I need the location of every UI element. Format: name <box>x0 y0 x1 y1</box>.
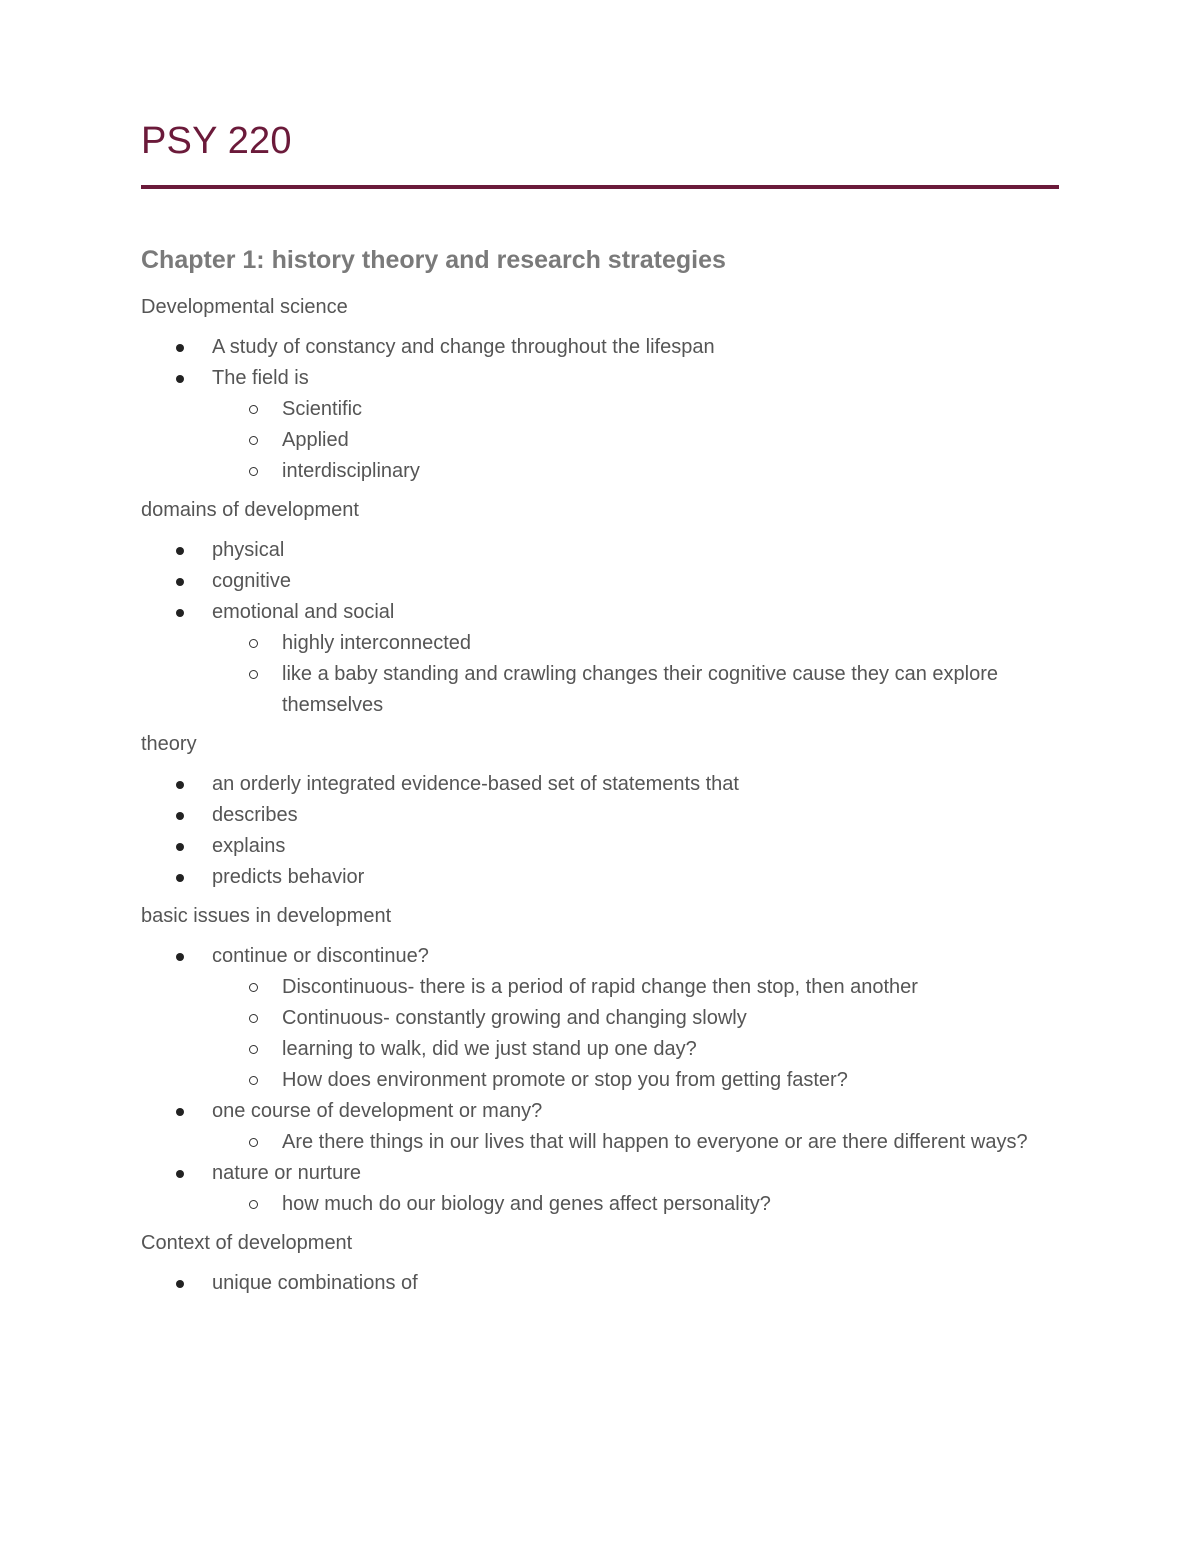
section-title: theory <box>141 733 197 755</box>
sub-list-item-text: like a baby standing and crawling changes their cognitive cause they can explore themselves <box>282 663 998 716</box>
sub-list-item <box>141 456 1059 487</box>
sub-list-item <box>141 659 1059 721</box>
sub-list-item <box>141 1065 1059 1096</box>
section-title: Context of development <box>141 1232 353 1254</box>
list-item <box>141 597 1059 721</box>
sub-list-item <box>141 1127 1059 1158</box>
sub-list-item-text: interdisciplinary <box>282 460 420 482</box>
bullet-circle-icon <box>249 1138 258 1147</box>
sub-list-item <box>141 425 1059 456</box>
list-item-text: predicts behavior <box>212 866 365 888</box>
bullet-dot-icon <box>176 1108 184 1116</box>
list-item <box>141 862 1059 893</box>
notes-section <box>141 292 1059 487</box>
sub-list-item-text: Are there things in our lives that will happen to everyone or are there different ways? <box>282 1131 1028 1153</box>
bullet-circle-icon <box>249 670 258 679</box>
list-item-text: The field is <box>212 367 309 389</box>
sub-list-item-text: Continuous- constantly growing and changing slowly <box>282 1007 747 1029</box>
sub-list-item <box>141 1189 1059 1220</box>
bullet-circle-icon <box>249 639 258 648</box>
list-item <box>141 769 1059 800</box>
list-item-text: an orderly integrated evidence-based set of statements that <box>212 773 739 795</box>
sub-list-item <box>141 628 1059 659</box>
list-item-text: describes <box>212 804 298 826</box>
sub-list-item-text: how much do our biology and genes affect personality? <box>282 1193 771 1215</box>
bullet-list <box>141 941 1059 1220</box>
bullet-circle-icon <box>249 1076 258 1085</box>
section-title: Developmental science <box>141 296 348 318</box>
bullet-dot-icon <box>176 578 184 586</box>
bullet-dot-icon <box>176 375 184 383</box>
list-item <box>141 1096 1059 1158</box>
notes-section <box>141 729 1059 893</box>
list-item-text: unique combinations of <box>212 1272 418 1294</box>
list-item-text: one course of development or many? <box>212 1100 543 1122</box>
list-item <box>141 1268 1059 1299</box>
bullet-circle-icon <box>249 1045 258 1054</box>
bullet-circle-icon <box>249 405 258 414</box>
bullet-list <box>141 769 1059 893</box>
sub-bullet-list <box>212 1127 1059 1158</box>
bullet-dot-icon <box>176 547 184 555</box>
sub-list-item-text: How does environment promote or stop you from getting faster? <box>282 1069 848 1091</box>
bullet-circle-icon <box>249 983 258 992</box>
document-title: PSY 220 <box>141 120 292 162</box>
list-item-text: A study of constancy and change throughout the lifespan <box>212 336 715 358</box>
sub-bullet-list <box>212 972 1059 1096</box>
notes-section <box>141 901 1059 1220</box>
list-item-text: emotional and social <box>212 601 395 623</box>
sub-list-item-text: Scientific <box>282 398 363 420</box>
list-item <box>141 1158 1059 1220</box>
list-item-text: nature or nurture <box>212 1162 361 1184</box>
bullet-dot-icon <box>176 1170 184 1178</box>
list-item <box>141 332 1059 363</box>
bullet-list <box>141 535 1059 721</box>
sub-list-item-text: Applied <box>282 429 349 451</box>
bullet-dot-icon <box>176 953 184 961</box>
list-item-text: explains <box>212 835 286 857</box>
bullet-list <box>141 1268 1059 1299</box>
list-item <box>141 800 1059 831</box>
bullet-circle-icon <box>249 1014 258 1023</box>
sub-bullet-list <box>212 394 1059 487</box>
bullet-dot-icon <box>176 1280 184 1288</box>
notes-section <box>141 495 1059 721</box>
sub-list-item <box>141 394 1059 425</box>
list-item <box>141 363 1059 487</box>
bullet-circle-icon <box>249 467 258 476</box>
sub-bullet-list <box>212 1189 1059 1220</box>
sub-bullet-list <box>212 628 1059 721</box>
notes-section <box>141 1228 1059 1299</box>
bullet-circle-icon <box>249 1200 258 1209</box>
list-item <box>141 941 1059 1096</box>
bullet-dot-icon <box>176 609 184 617</box>
sub-list-item-text: Discontinuous- there is a period of rapid change then stop, then another <box>282 976 918 998</box>
bullet-dot-icon <box>176 344 184 352</box>
section-title: basic issues in development <box>141 905 392 927</box>
bullet-list <box>141 332 1059 487</box>
bullet-dot-icon <box>176 874 184 882</box>
list-item <box>141 831 1059 862</box>
bullet-circle-icon <box>249 436 258 445</box>
list-item-text: physical <box>212 539 285 561</box>
sub-list-item <box>141 1034 1059 1065</box>
notes-content <box>141 292 1059 1307</box>
sub-list-item <box>141 972 1059 1003</box>
sub-list-item <box>141 1003 1059 1034</box>
list-item <box>141 535 1059 566</box>
sub-list-item-text: learning to walk, did we just stand up one day? <box>282 1038 697 1060</box>
bullet-dot-icon <box>176 781 184 789</box>
bullet-dot-icon <box>176 812 184 820</box>
list-item <box>141 566 1059 597</box>
sub-list-item-text: highly interconnected <box>282 632 472 654</box>
chapter-heading: Chapter 1: history theory and research strategies <box>141 246 726 274</box>
list-item-text: cognitive <box>212 570 291 592</box>
list-item-text: continue or discontinue? <box>212 945 429 967</box>
section-title: domains of development <box>141 499 359 521</box>
bullet-dot-icon <box>176 843 184 851</box>
title-divider <box>141 185 1059 189</box>
